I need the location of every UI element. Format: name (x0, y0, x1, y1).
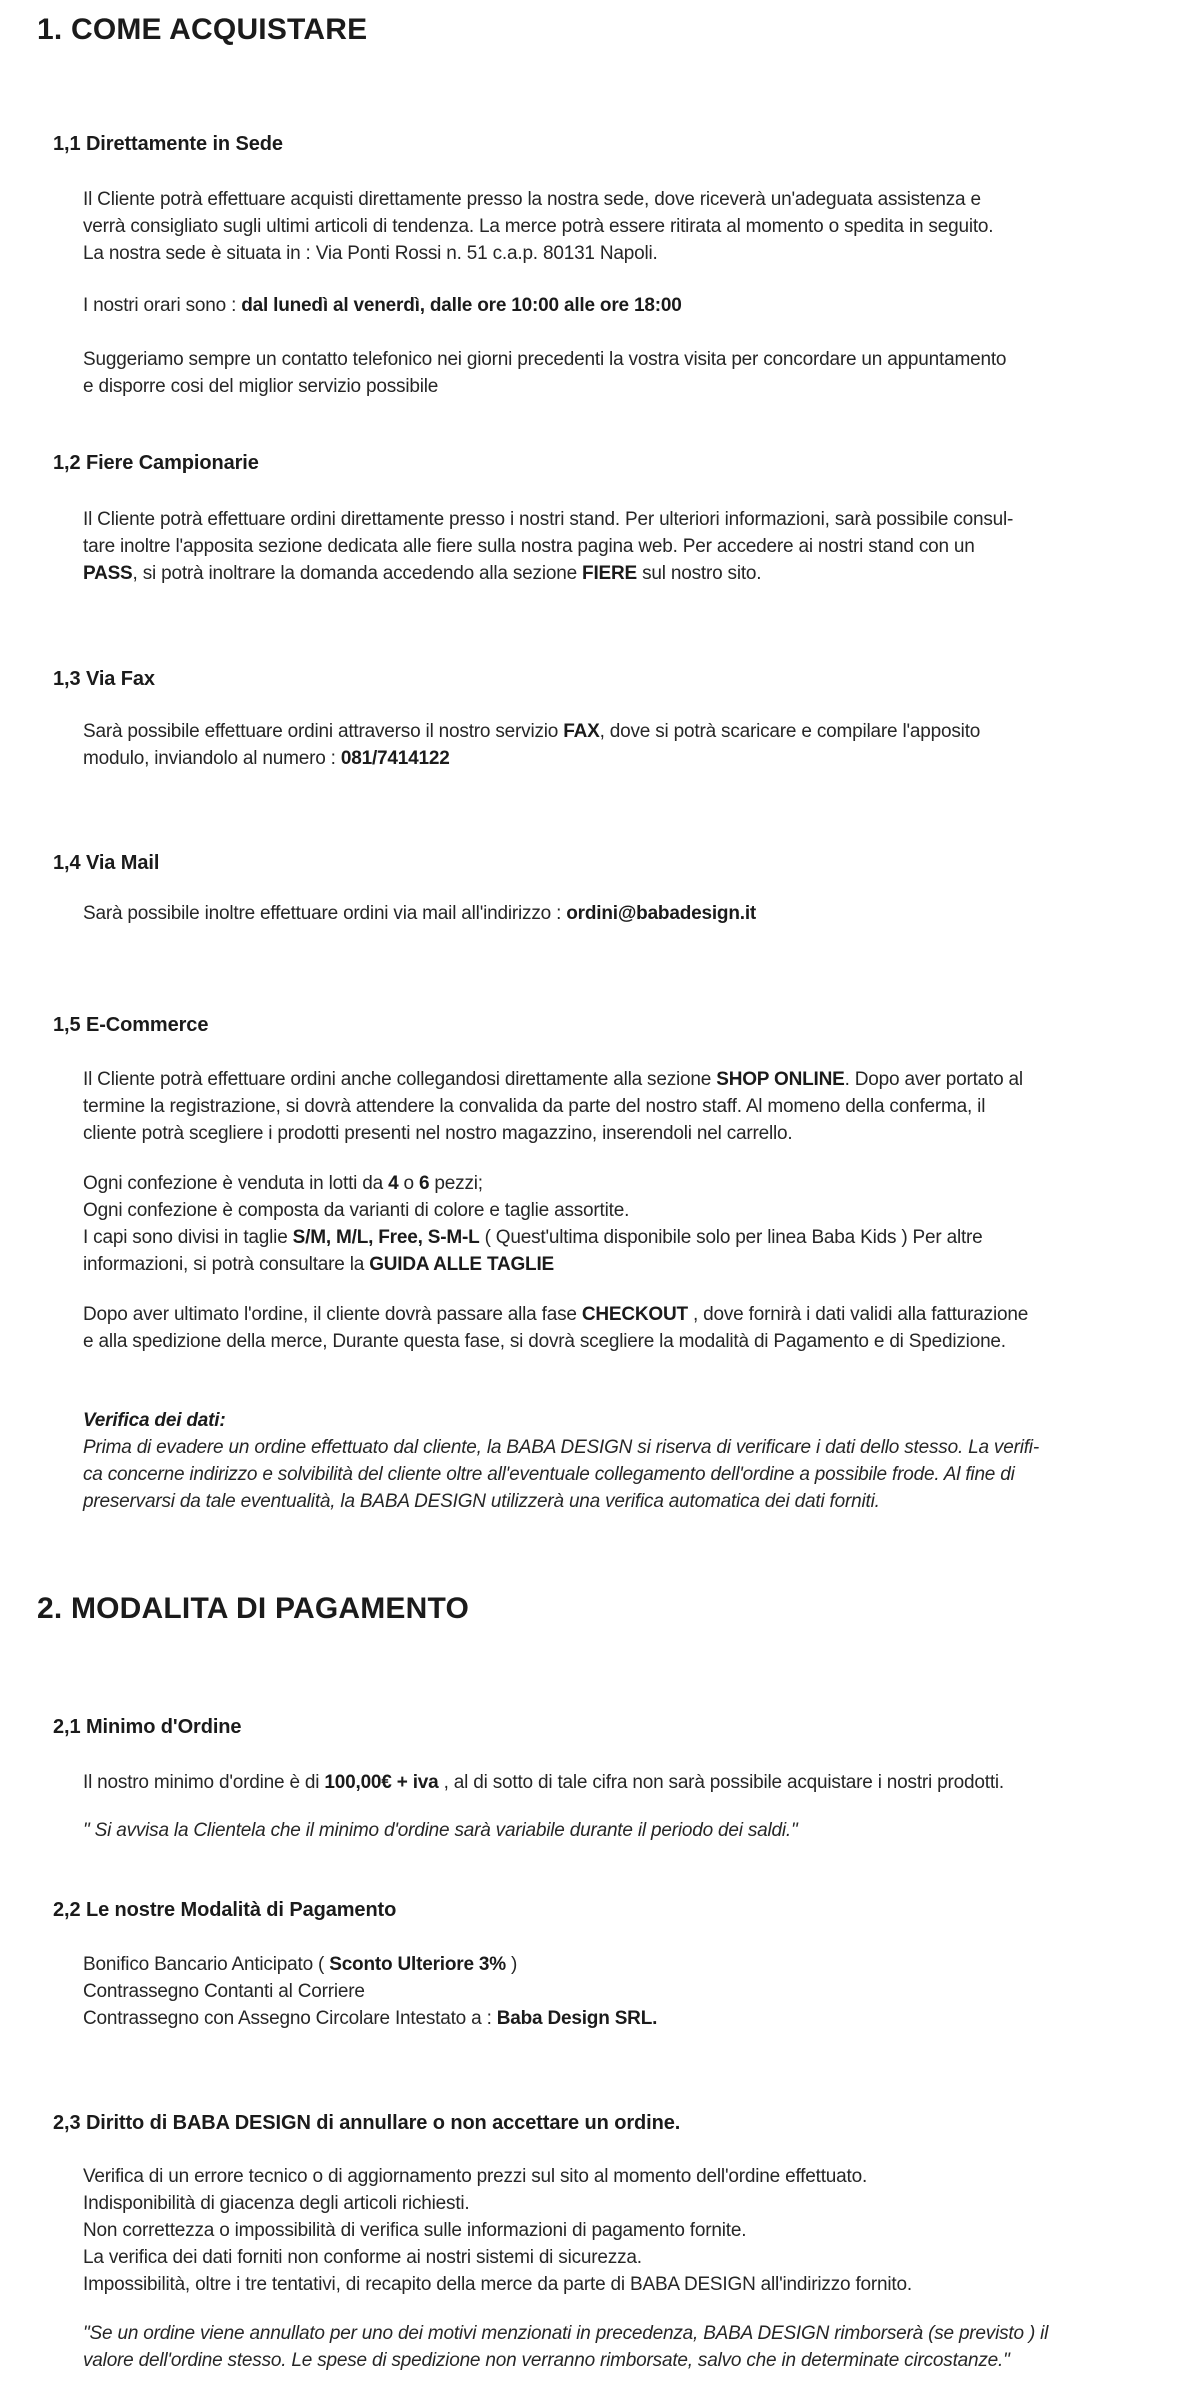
text-line (83, 2347, 1170, 2374)
order-email: ordini@babadesign.it (566, 903, 757, 924)
text-run: . Dopo aver portato al (844, 1069, 1023, 1090)
text-run: ) (505, 1954, 518, 1975)
text-run: Bonifico Bancario Anticipato ( (83, 1954, 330, 1975)
text-run: Il Cliente potrà effettuare ordini direttamente presso i nostri stand. Per ulteriori informazioni, sarà possibile consul- (83, 509, 1014, 530)
text-run: Il nostro minimo d'ordine è di (83, 1772, 325, 1793)
text-run: termine la registrazione, si dovrà attendere la convalida da parte del nostro staff. Al momeno della conferma, il (83, 1096, 986, 1117)
paragraph-fax (83, 718, 1170, 772)
text-run: tare inoltre l'apposita sezione dedicata alle fiere sulla nostra pagina web. Per accedere ai nostri stand con un (83, 536, 975, 557)
text-run: Contrassegno con Assegno Circolare Intestato a : (83, 2008, 497, 2029)
fiere-keyword: FIERE (582, 563, 637, 584)
text-line (83, 718, 1170, 745)
pass-keyword: PASS (83, 563, 133, 584)
text-run: I nostri orari sono : (83, 295, 242, 316)
text-line (83, 1197, 1170, 1224)
text-line (83, 1170, 1170, 1197)
paragraph-rimborso-quote (83, 2320, 1170, 2374)
text-line (83, 1120, 1170, 1147)
paragraph-suggerimento (83, 346, 1170, 400)
text-line (83, 1769, 1170, 1796)
text-line (83, 745, 1170, 772)
section-1-title: 1. COME ACQUISTARE (37, 13, 368, 46)
fax-keyword: FAX (563, 721, 600, 742)
paragraph-confezioni (83, 1170, 1170, 1278)
text-line (83, 1434, 1170, 1461)
company-name: Baba Design SRL. (496, 2008, 658, 2029)
text-line (83, 900, 1170, 927)
subsection-1-3-title: 1,3 Via Fax (53, 668, 155, 690)
text-run: Verifica di un errore tecnico o di aggiornamento prezzi sul sito al momento dell'ordine effettuato. (83, 2166, 868, 2187)
subsection-1-2-title: 1,2 Fiere Campionarie (53, 452, 259, 474)
text-line (83, 1488, 1170, 1515)
paragraph-orari (83, 292, 1170, 319)
paragraph-verifica-dati (83, 1407, 1170, 1515)
cancellation-reason-item (83, 2217, 1170, 2244)
text-run: verrà consigliato sugli ultimi articoli di tendenza. La merce potrà essere ritirata al momento o spedita in seguito. (83, 216, 994, 237)
cancellation-reason-item (83, 2271, 1170, 2298)
text-run: Il Cliente potrà effettuare acquisti direttamente presso la nostra sede, dove riceverà un'adeguata assistenza e (83, 189, 981, 210)
text-line (83, 1461, 1170, 1488)
quote-text: valore dell'ordine stesso. Le spese di spedizione non verranno rimborsate, salvo che in determinate circostanze." (83, 2350, 1010, 2371)
text-line (83, 213, 1170, 240)
text-run: La nostra sede è situata in : Via Ponti Rossi n. 51 c.a.p. 80131 Napoli. (83, 243, 658, 264)
text-run: cliente potrà scegliere i prodotti presenti nel nostro magazzino, inserendoli nel carrello. (83, 1123, 793, 1144)
cancellation-reason-item (83, 2163, 1170, 2190)
subsection-2-3-title: 2,3 Diritto di BABA DESIGN di annullare o non accettare un ordine. (53, 2112, 681, 2134)
text-run: Suggeriamo sempre un contatto telefonico nei giorni precedenti la vostra visita per concordare un appuntamento (83, 349, 1007, 370)
text-run: e alla spedizione della merce, Durante questa fase, si dovrà scegliere la modalità di Pagamento e di Spedizione. (83, 1331, 1006, 1352)
payment-method-item (83, 1978, 1170, 2005)
payment-method-item (83, 1951, 1170, 1978)
text-run: , dove si potrà scaricare e compilare l'apposito (599, 721, 981, 742)
paragraph-mail (83, 900, 1170, 927)
text-line (83, 1093, 1170, 1120)
shop-online-keyword: SHOP ONLINE (716, 1069, 845, 1090)
text-line (83, 2320, 1170, 2347)
text-line (83, 1407, 1170, 1434)
text-line (83, 506, 1170, 533)
paragraph-checkout (83, 1301, 1170, 1355)
text-run: Dopo aver ultimato l'ordine, il cliente dovrà passare alla fase (83, 1304, 582, 1325)
text-run: Sarà possibile inoltre effettuare ordini via mail all'indirizzo : (83, 903, 567, 924)
text-run: informazioni, si potrà consultare la (83, 1254, 370, 1275)
paragraph-sede (83, 186, 1170, 267)
text-line (83, 1224, 1170, 1251)
paragraph-ecommerce (83, 1066, 1170, 1147)
text-run: pezzi; (429, 1173, 483, 1194)
cancellation-reason-item (83, 2244, 1170, 2271)
text-run: Non correttezza o impossibilità di verifica sulle informazioni di pagamento fornite. (83, 2220, 747, 2241)
text-run: preservarsi da tale eventualità, la BABA DESIGN utilizzerà una verifica automatica dei dati forniti. (83, 1491, 880, 1512)
text-run: Il Cliente potrà effettuare ordini anche collegandosi direttamente alla sezione (83, 1069, 717, 1090)
text-line (83, 346, 1170, 373)
text-line (83, 1817, 1170, 1844)
text-run: o (398, 1173, 419, 1194)
lot-size-4: 4 (388, 1173, 399, 1194)
text-run: Ogni confezione è venduta in lotti da (83, 1173, 389, 1194)
text-line (83, 240, 1170, 267)
text-line (83, 1301, 1170, 1328)
sizes-keyword: S/M, M/L, Free, S-M-L (292, 1227, 480, 1248)
text-run: Prima di evadere un ordine effettuato dal cliente, la BABA DESIGN si riserva di verificare i dati dello stesso. La verifi- (83, 1437, 1039, 1458)
fax-number: 081/7414122 (340, 748, 450, 769)
subsection-1-4-title: 1,4 Via Mail (53, 852, 160, 874)
text-run: e disporre cosi del miglior servizio possibile (83, 376, 439, 397)
paragraph-motivi-annullamento (83, 2163, 1170, 2298)
subsection-2-1-title: 2,1 Minimo d'Ordine (53, 1716, 242, 1738)
cancellation-reason-item (83, 2190, 1170, 2217)
text-run: , al di sotto di tale cifra non sarà possibile acquistare i nostri prodotti. (438, 1772, 1005, 1793)
text-run: Sarà possibile effettuare ordini attraverso il nostro servizio (83, 721, 564, 742)
minimum-order-amount: 100,00€ + iva (324, 1772, 439, 1793)
subsection-1-1-title: 1,1 Direttamente in Sede (53, 133, 283, 155)
verifica-dati-label: Verifica dei dati: (83, 1410, 226, 1431)
quote-text: "Se un ordine viene annullato per uno dei motivi menzionati in precedenza, BABA DESIGN rimborserà (se previsto ) il (83, 2323, 1049, 2344)
paragraph-fiere (83, 506, 1170, 587)
text-run: Indisponibilità di giacenza degli articoli richiesti. (83, 2193, 470, 2214)
text-line (83, 186, 1170, 213)
subsection-2-2-title: 2,2 Le nostre Modalità di Pagamento (53, 1899, 397, 1921)
checkout-keyword: CHECKOUT (581, 1304, 688, 1325)
subsection-1-5-title: 1,5 E-Commerce (53, 1014, 209, 1036)
size-guide-keyword: GUIDA ALLE TAGLIE (369, 1254, 555, 1275)
text-line (83, 560, 1170, 587)
paragraph-avviso-saldi (83, 1817, 1170, 1844)
payment-method-item (83, 2005, 1170, 2032)
text-run: , si potrà inoltrare la domanda accedendo alla sezione (132, 563, 583, 584)
section-2-title: 2. MODALITA DI PAGAMENTO (37, 1592, 470, 1625)
text-line (83, 1251, 1170, 1278)
text-run: modulo, inviandolo al numero : (83, 748, 341, 769)
paragraph-modalita-pagamento (83, 1951, 1170, 2032)
discount-keyword: Sconto Ulteriore 3% (329, 1954, 506, 1975)
text-line (83, 373, 1170, 400)
text-run: , dove fornirà i dati validi alla fatturazione (687, 1304, 1029, 1325)
opening-hours: dal lunedì al venerdì, dalle ore 10:00 alle ore 18:00 (241, 295, 682, 316)
text-run: ( Quest'ultima disponibile solo per linea Baba Kids ) Per altre (479, 1227, 983, 1248)
text-run: La verifica dei dati forniti non conforme ai nostri sistemi di sicurezza. (83, 2247, 642, 2268)
text-run: ca concerne indirizzo e solvibilità del cliente oltre all'eventuale collegamento dell'ordine a possibile frode. Al fine di (83, 1464, 1015, 1485)
quote-text: " Si avvisa la Clientela che il minimo d'ordine sarà variabile durante il periodo dei saldi." (83, 1820, 798, 1841)
text-run: I capi sono divisi in taglie (83, 1227, 293, 1248)
text-line (83, 1066, 1170, 1093)
text-line (83, 1328, 1170, 1355)
paragraph-minimo-ordine (83, 1769, 1170, 1796)
text-run: Impossibilità, oltre i tre tentativi, di recapito della merce da parte di BABA DESIGN all'indirizzo fornito. (83, 2274, 912, 2295)
text-run: sul nostro sito. (637, 563, 762, 584)
text-run: Ogni confezione è composta da varianti di colore e taglie assortite. (83, 1200, 630, 1221)
text-line (83, 533, 1170, 560)
text-line (83, 292, 1170, 319)
text-run: Contrassegno Contanti al Corriere (83, 1981, 365, 2002)
lot-size-6: 6 (418, 1173, 430, 1194)
